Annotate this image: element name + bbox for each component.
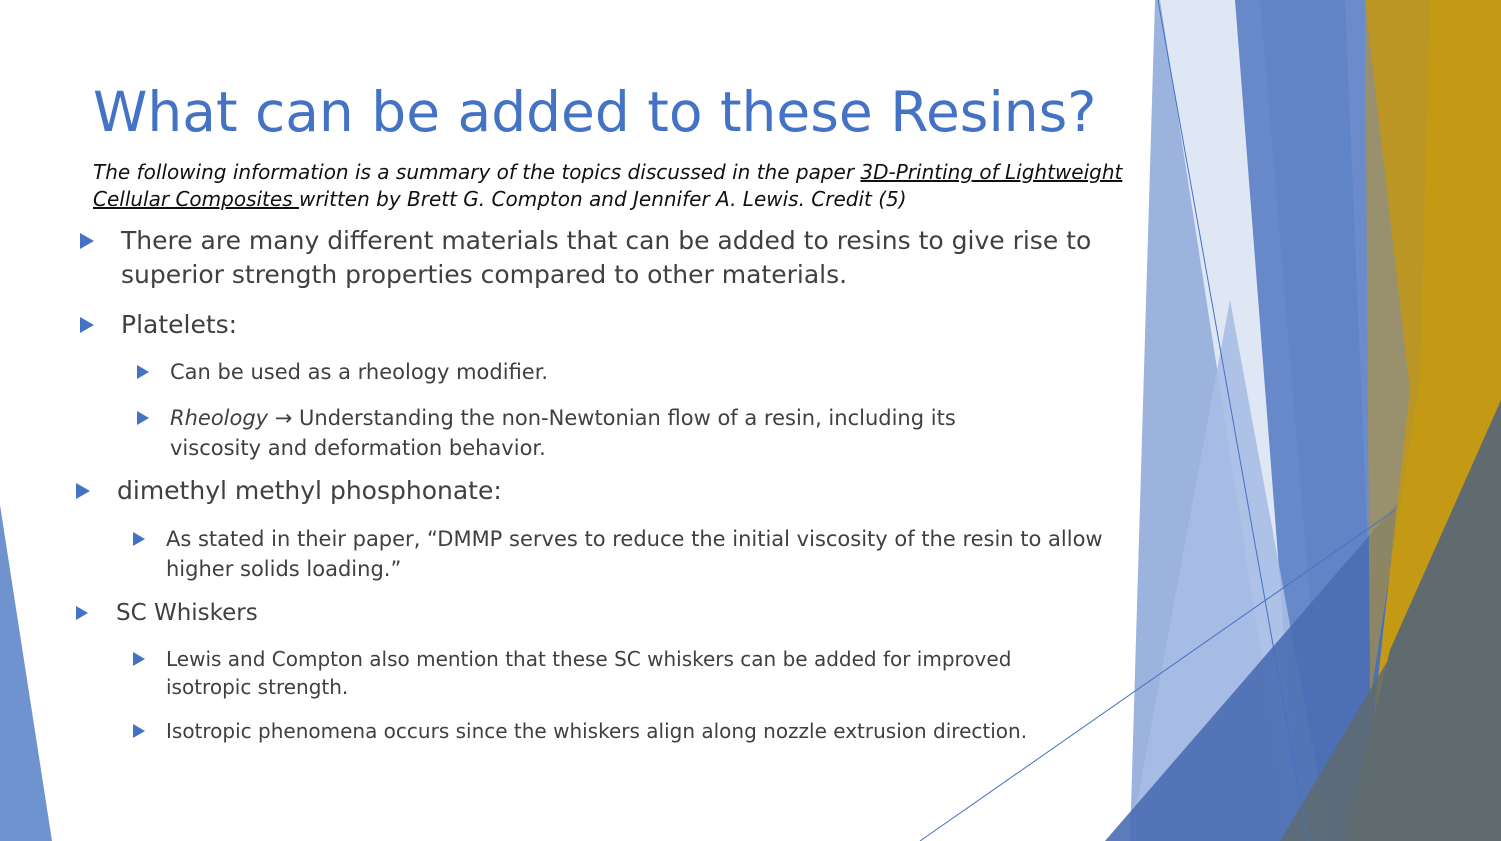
bullet-arrow-icon [133, 652, 145, 666]
bullet-materials [80, 224, 1120, 292]
bullet-text [170, 403, 1037, 463]
bullet-arrow-icon [133, 532, 145, 546]
sub-bullet-whiskers-isotropic [133, 717, 1123, 745]
bullet-text: Isotropic phenomena occurs since the whiskers align along nozzle extrusion direction. [166, 719, 1028, 743]
bullet-dmmp [76, 474, 1116, 508]
rheology-definition: → Understanding the non-Newtonian flow of a resin, including its viscosity and deformation behavior. [170, 406, 956, 460]
subtitle-authors: written by Brett G. Compton and Jennifer A. Lewis. Credit (5) [298, 187, 907, 211]
bullet-text: As stated in their paper, “DMMP serves to reduce the initial viscosity of the resin to allow higher solids loading.” [166, 527, 1103, 581]
bullet-arrow-icon [80, 233, 94, 249]
bullet-arrow-icon [137, 411, 149, 425]
bullet-platelets [80, 308, 1120, 342]
subtitle-intro: The following information is a summary of the topics discussed in the paper [93, 160, 861, 184]
paper-title-link[interactable]: 3D-Printing of Lightweight Cellular Composites [93, 160, 1123, 211]
bullet-text: SC Whiskers [116, 600, 258, 626]
bullet-text: Can be used as a rheology modifier. [170, 360, 549, 384]
rheology-term: Rheology [170, 406, 269, 430]
sub-bullet-whiskers-strength [133, 645, 1063, 701]
bullet-arrow-icon [133, 724, 145, 738]
bullet-text: Platelets: [121, 310, 238, 339]
sub-bullet-dmmp-quote [133, 524, 1123, 584]
bullet-text: Lewis and Compton also mention that these SC whiskers can be added for improved isotropic strength. [166, 647, 1012, 699]
bullet-arrow-icon [80, 317, 94, 333]
slide-title: What can be added to these Resins? [93, 80, 1097, 144]
bullet-arrow-icon [137, 365, 149, 379]
left-accent-shape [0, 505, 52, 841]
sub-bullet-rheology-modifier [137, 357, 1037, 387]
bullet-arrow-icon [76, 606, 88, 620]
bullet-sc-whiskers [76, 598, 1116, 628]
sub-bullet-rheology-definition [137, 403, 1037, 463]
bullet-text: dimethyl methyl phosphonate: [117, 476, 502, 505]
subtitle-credit [93, 159, 1133, 213]
bullet-text: There are many different materials that can be added to resins to give rise to superior strength properties compared to other materials. [121, 226, 1092, 289]
bullet-arrow-icon [76, 483, 90, 499]
